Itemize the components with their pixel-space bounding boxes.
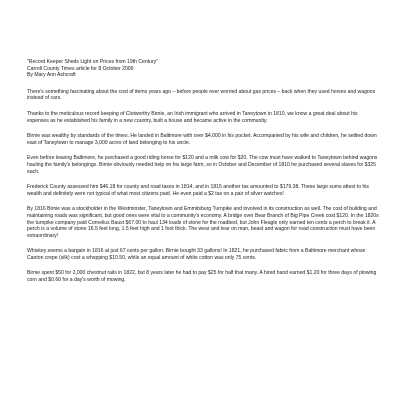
article-header [27,59,380,79]
paragraph: There's something fascinating about the cost of items years ago – before people ever worried about gas prices – back when they used horses and wagons instead of cars. [27,88,376,102]
article-title: "Record Keeper Sheds Light on Prices from 19th Century" [27,59,159,65]
article-byline: By Mary Ann Ashcraft [27,72,76,79]
paragraph: By 1816 Birnie was a stockholder in the Westminster, Taneytown and Emmitsburg Turnpike and involved in its construction as well. The cost of building and maintaining roads was significant, but good ones were vital to a community's economy. A bridge over Bear Branch of Big Pipe Creek cost $120. In the 1820s the turnpike company paid Cornelius Baust $67.00 to haul 134 loads of stone for the roadbed, but John Fleagle only earned ten cents a perch to break it. A perch is a volume of stone 16.5 feet long, 1.5 feet high and 1 foot thick. The wear and tear on man, beast and wagon for road construction must have been extraordinary! [27,206,379,239]
paragraph: Birnie was wealthy by standards of the times. He landed in Baltimore with over $4,000 in his pocket. Accompanied by his wife and children, he settled down east of Taneytown to manage 3,000 acres of land belonging to his uncle. [27,133,377,146]
paragraph: Frederick County assessed him $46.18 for county and road taxes in 1814, and in 1815 another tax amounted to $179.38. These large sums attest to his wealth and definitely were not typical of what most citizens paid. He even paid a $2 tax on a pair of silver watches! [27,184,369,197]
paragraph: Whiskey seems a bargain in 1816 at just 67 cents per gallon. Birnie bought 33 gallons! In 1821, he purchased fabric from a Baltimore merchant whose Canton crepe (silk) cost a whopping $10.50, while an equal amount of white cotton was only 75 cents. [27,248,366,261]
paragraph: Birnie spent $50 for 2,000 chestnut rails in 1822, but 8 years later he had to pay $25 for half that many. A hired hand earned $1.20 for three days of plowing corn and $0.60 for a day's worth of mowing. [27,270,377,284]
article-body [27,89,380,284]
paragraph: Even before leaving Baltimore, he purchased a good riding horse for $120 and a milk cow for $20. The cow must have walked to Taneytown behind wagons hauling the family's belongings. Birnie obviously needed help on his large farm, so in October and December of 1810 he purchased several slaves for $325 each. [27,155,378,175]
article-source: Carroll County Times article for 8 October 2006 [27,65,134,72]
paragraph: Thanks to the meticulous record keeping of Clotworthy Birnie, an Irish immigrant who arrived in Taneytown in 1810, we know a great deal about his expenses as he established his family in a new country, built a house and became active in the community. [27,110,358,124]
